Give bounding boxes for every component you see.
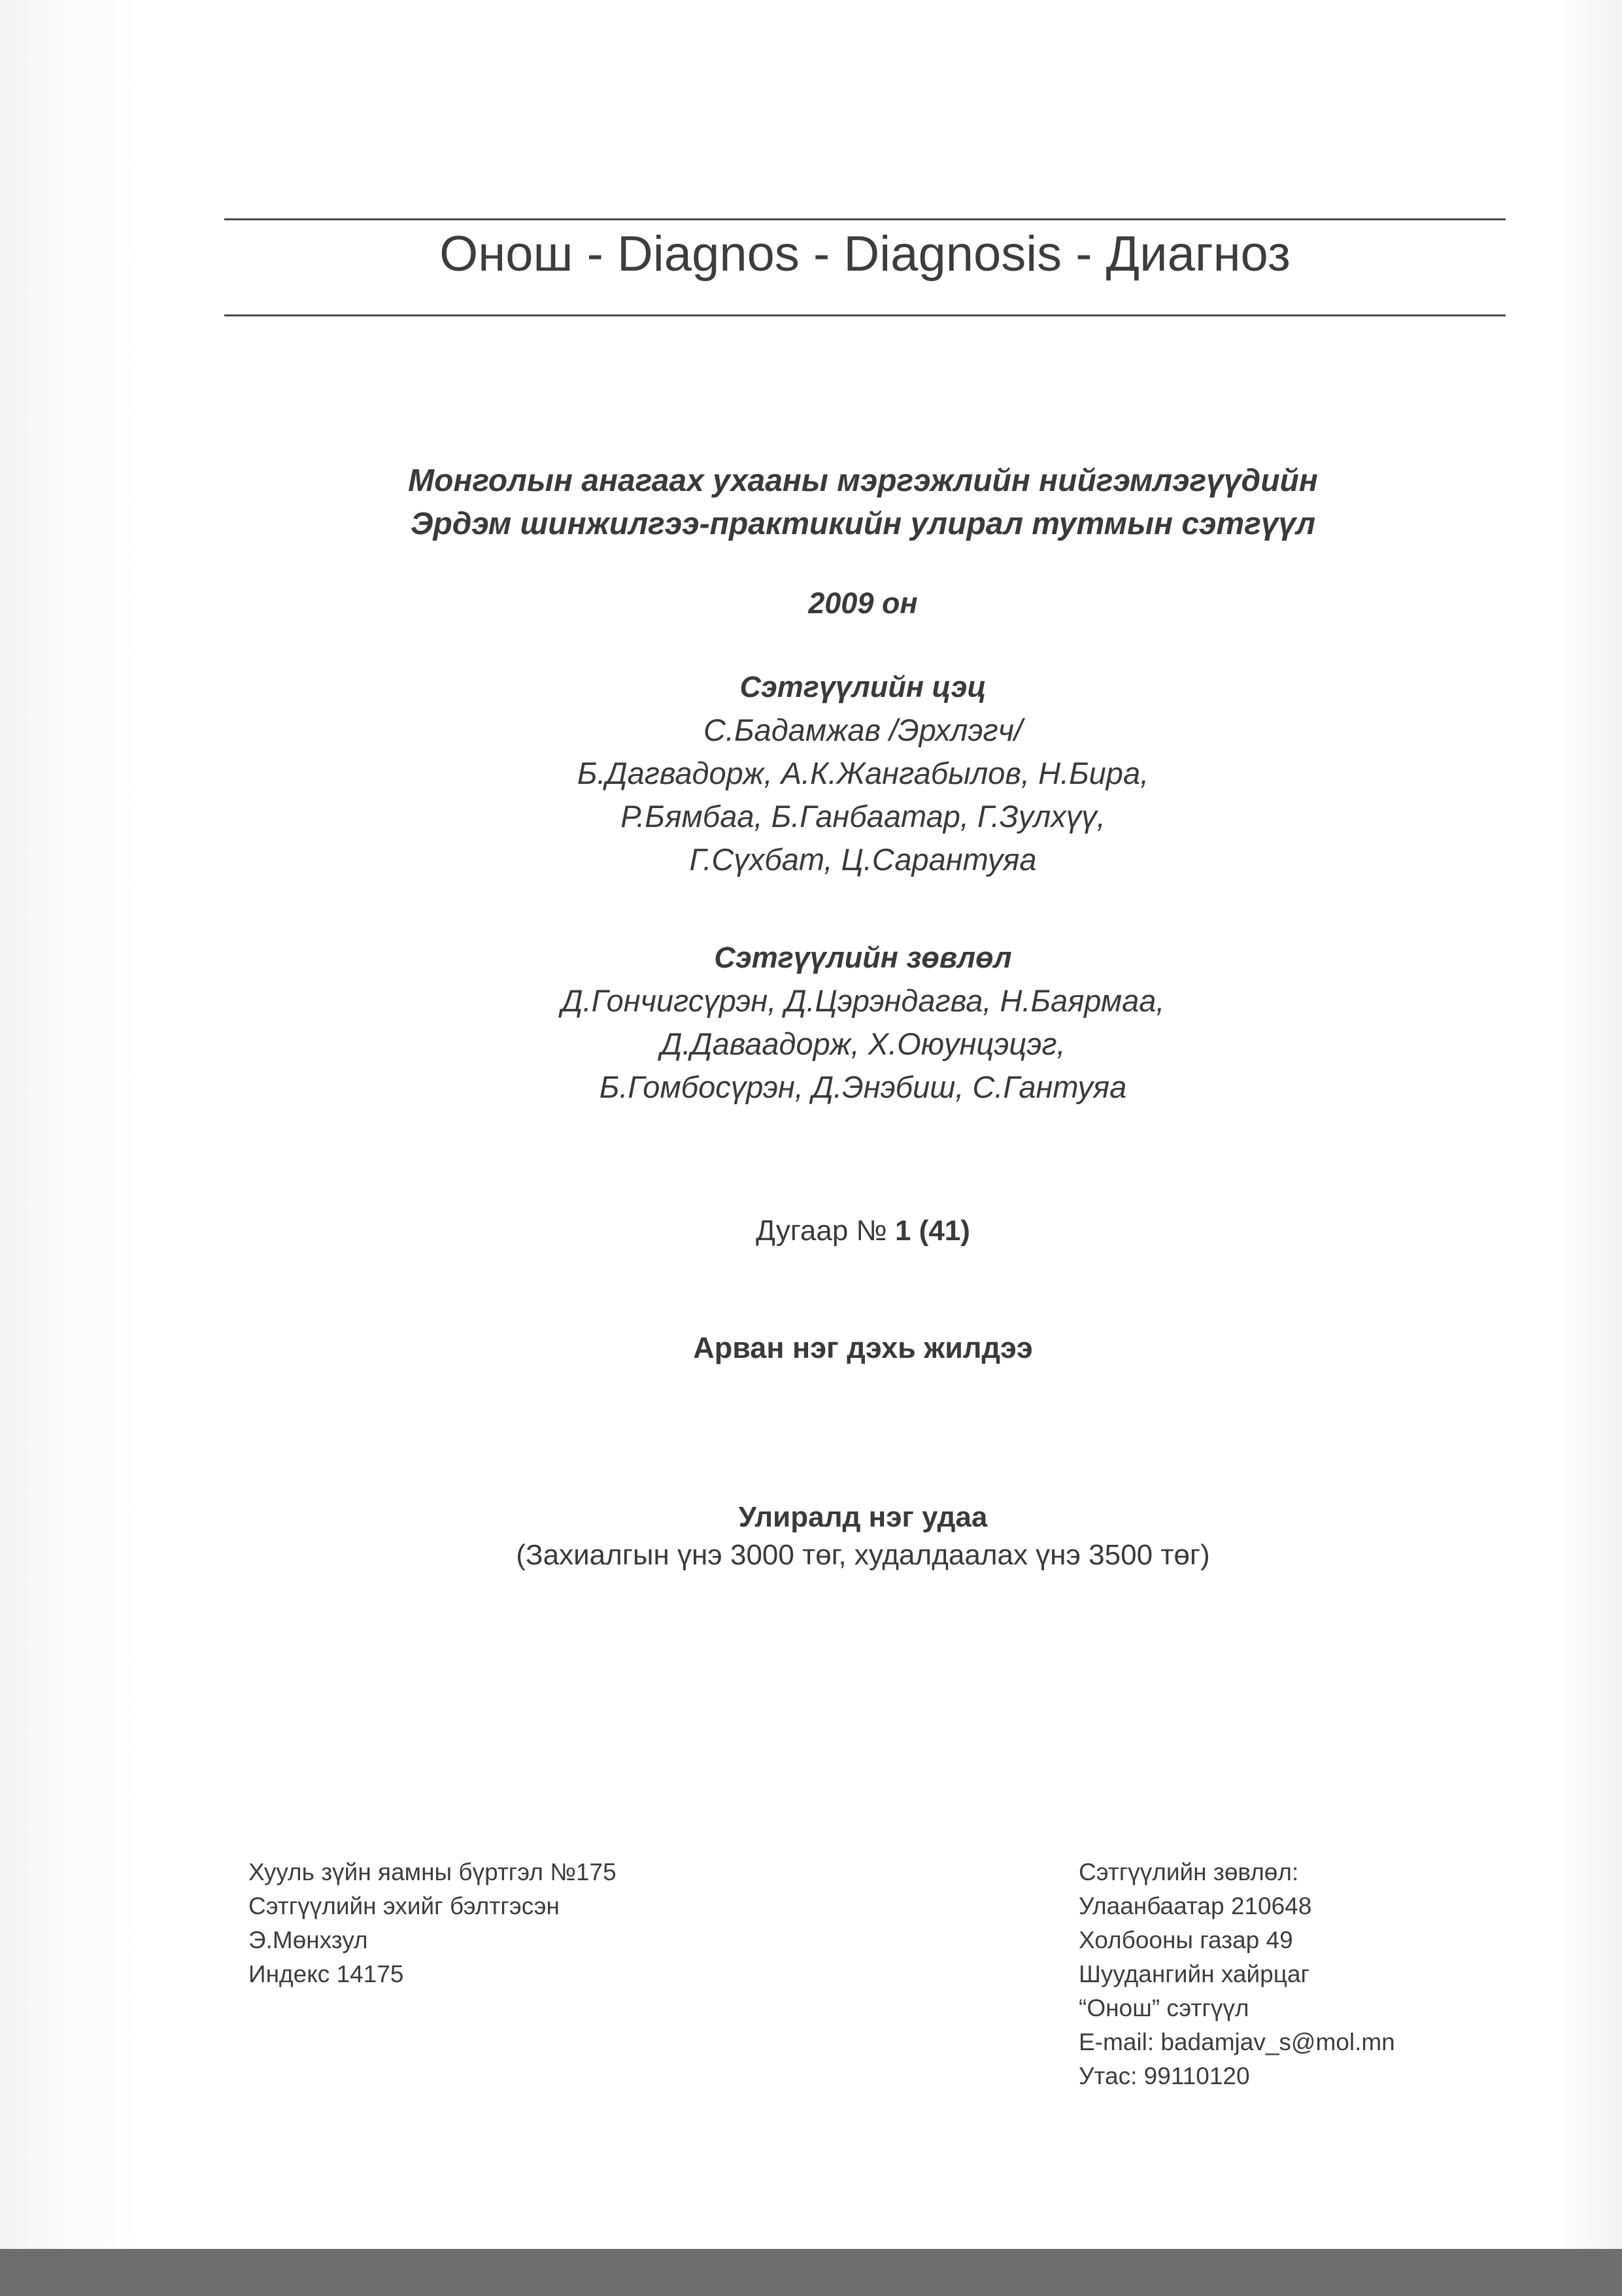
editorial-board-line: Р.Бямбаа, Б.Ганбаатар, Г.Зулхүү, xyxy=(620,799,1106,834)
contact-line: Сэтгүүлийн зөвлөл: xyxy=(1079,1859,1299,1885)
editorial-board-title: Сэтгүүлийн цэц xyxy=(739,670,987,703)
page-edge-shadow-left xyxy=(0,0,137,2296)
editorial-board-line: Г.Сүхбат, Ц.Сарантуяа xyxy=(689,842,1037,877)
advisory-council-line: Д.Даваадорж, Х.Оюунцэцэг, xyxy=(660,1026,1066,1061)
contact-info xyxy=(1079,1855,1395,2093)
registration-line: Индекс 14175 xyxy=(248,1961,404,1987)
journal-title: Онош - Diagnos - Diagnosis - Диагноз xyxy=(439,226,1291,282)
scan-bottom-band xyxy=(0,2249,1622,2296)
registration-line: Сэтгүүлийн эхийг бэлтгэсэн xyxy=(248,1893,560,1919)
year-of-publication: Арван нэг дэхь жилдээ xyxy=(693,1331,1033,1364)
title-rule-top xyxy=(224,218,1506,220)
contact-email[interactable]: E-mail: badamjav_s@mol.mn xyxy=(1079,2029,1395,2055)
issue-number xyxy=(366,1215,1360,1247)
editorial-board-line: С.Бадамжав /Эрхлэгч/ xyxy=(703,713,1023,747)
journal-description-line: Монголын анагаах ухааны мэргэжлийн нийгэмлэгүүдийн xyxy=(408,464,1318,498)
contact-line: Шуудангийн хайрцаг xyxy=(1079,1961,1309,1987)
registration-line: Хууль зүйн яамны бүртгэл №175 xyxy=(248,1859,617,1885)
price-info: (Захиалгын үнэ 3000 төг, худалдаалах үнэ 3500 төг) xyxy=(516,1539,1210,1571)
frequency-title: Улиралд нэг удаа xyxy=(738,1501,988,1533)
publication-year: 2009 он xyxy=(808,586,918,620)
publication-frequency xyxy=(366,1498,1360,1574)
contact-line: Улаанбаатар 210648 xyxy=(1079,1893,1312,1919)
issue-prefix: Дугаар № xyxy=(756,1215,887,1247)
advisory-council-title: Сэтгүүлийн зөвлөл xyxy=(714,941,1012,974)
registration-info xyxy=(248,1855,617,1991)
advisory-council xyxy=(366,936,1360,1109)
issue-value: 1 (41) xyxy=(894,1215,970,1247)
title-rule-bottom xyxy=(224,314,1506,316)
journal-description xyxy=(366,460,1360,546)
contact-line: Холбооны газар 49 xyxy=(1079,1927,1293,1953)
editorial-board xyxy=(366,666,1360,881)
contact-phone: Утас: 99110120 xyxy=(1079,2063,1250,2089)
advisory-council-line: Д.Гончигсүрэн, Д.Цэрэндагва, Н.Баярмаа, xyxy=(561,983,1165,1018)
advisory-council-line: Б.Гомбосүрэн, Д.Энэбиш, С.Гантуяа xyxy=(599,1070,1127,1104)
registration-line: Э.Мөнхзул xyxy=(248,1927,368,1953)
journal-description-line: Эрдэм шинжилгээ-практикийн улирал тутмын сэтгүүл xyxy=(410,507,1316,541)
page-edge-shadow-right xyxy=(1563,0,1622,2296)
editorial-board-line: Б.Дагвадорж, А.К.Жангабылов, Н.Бира, xyxy=(577,756,1149,790)
contact-line: “Онош” сэтгүүл xyxy=(1079,1995,1249,2021)
